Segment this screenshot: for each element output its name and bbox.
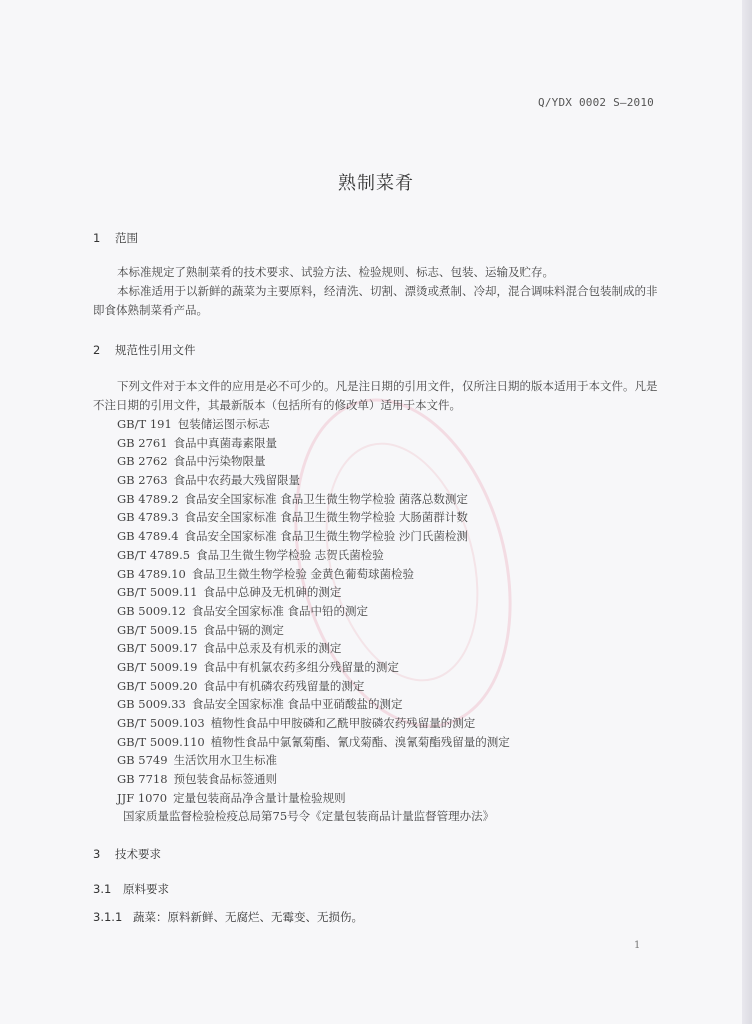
section-number: 1 <box>93 231 101 245</box>
reference-item <box>117 508 637 527</box>
reference-item <box>117 546 637 565</box>
reference-item <box>117 714 637 733</box>
clause-text: 蔬菜：原料新鲜、无腐烂、无霉变、无损伤。 <box>133 910 363 924</box>
reference-code: GB 4789.10 <box>117 566 186 581</box>
reference-title: 食品安全国家标准 食品卫生微生物学检验 沙门氏菌检测 <box>184 529 468 544</box>
reference-title: 食品中农药最大残留限量 <box>173 473 301 488</box>
reference-item <box>117 621 637 640</box>
subsection-3-1-heading <box>93 881 169 897</box>
clause-3-1-1 <box>93 909 363 925</box>
reference-code: GB 7718 <box>117 772 168 787</box>
reference-title: 植物性食品中氯氰菊酯、氰戊菊酯、溴氰菊酯残留量的测定 <box>210 734 510 749</box>
reference-code: GB/T 5009.17 <box>117 641 198 656</box>
reference-title: 食品安全国家标准 食品中铅的测定 <box>191 603 369 618</box>
reference-code: GB 4789.2 <box>117 491 179 506</box>
reference-code: GB/T 5009.110 <box>117 734 205 749</box>
clause-number: 3.1.1 <box>93 910 123 924</box>
subsection-title: 原料要求 <box>123 882 169 896</box>
reference-item <box>117 658 637 677</box>
reference-code: GB/T 4789.5 <box>117 547 191 562</box>
reference-item <box>117 434 637 453</box>
reference-code: GB/T 5009.19 <box>117 659 198 674</box>
page-edge-shadow <box>742 0 752 1024</box>
reference-item <box>117 527 637 546</box>
reference-item <box>117 415 637 434</box>
section-1-paragraph-2: 本标准适用于以新鲜的蔬菜为主要原料，经清洗、切割、漂烫或煮制、冷却，混合调味料混合包装制成的非即食体熟制菜肴产品。 <box>93 284 658 317</box>
reference-code: GB/T 191 <box>117 417 172 431</box>
reference-title: 国家质量监督检验检疫总局第75号令《定量包装商品计量监督管理办法》 <box>123 809 495 824</box>
document-title: 熟制菜肴 <box>338 173 414 194</box>
reference-item <box>117 751 637 770</box>
reference-item <box>117 770 637 789</box>
reference-code: GB 5009.33 <box>117 697 186 712</box>
section-title: 范围 <box>115 231 138 245</box>
reference-title: 生活饮用水卫生标准 <box>173 753 278 768</box>
section-1-heading <box>93 230 138 246</box>
reference-title: 定量包装商品净含量计量检验规则 <box>173 790 346 805</box>
reference-code: GB 4789.3 <box>117 510 179 525</box>
section-2-intro: 下列文件对于本文件的应用是必不可少的。凡是注日期的引用文件，仅所注日期的版本适用于本文件。凡是不注日期的引用文件，其最新版本（包括所有的修改单）适用于本文件。 <box>93 379 658 412</box>
section-2-heading <box>93 342 196 358</box>
reference-title: 食品安全国家标准 食品中亚硝酸盐的测定 <box>191 697 403 712</box>
reference-code: GB 5009.12 <box>117 603 186 618</box>
reference-title: 食品中总砷及无机砷的测定 <box>203 585 342 600</box>
reference-title: 食品中镉的测定 <box>203 622 284 637</box>
reference-code: GB 2761 <box>117 435 168 450</box>
reference-item <box>117 789 637 808</box>
section-number: 3 <box>93 847 101 861</box>
reference-item <box>117 471 637 490</box>
reference-item <box>117 733 637 752</box>
reference-code: GB 5749 <box>117 753 168 768</box>
reference-title: 包装储运图示标志 <box>177 417 270 431</box>
reference-title: 食品卫生微生物学检验 金黄色葡萄球菌检验 <box>191 566 415 581</box>
document-code: Q/YDX 0002 S—2010 <box>538 96 654 109</box>
section-number: 2 <box>93 343 101 357</box>
reference-title: 食品中真菌毒素限量 <box>173 435 278 450</box>
reference-title: 食品中有机氯农药多组分残留量的测定 <box>203 659 399 674</box>
normative-reference-list <box>117 415 637 826</box>
reference-code: GB/T 5009.103 <box>117 716 205 730</box>
page-number: 1 <box>634 940 641 951</box>
reference-item <box>117 565 637 584</box>
reference-item <box>117 490 637 509</box>
section-1-paragraph-1: 本标准规定了熟制菜肴的技术要求、试验方法、检验规则、标志、包装、运输及贮存。 <box>117 265 554 279</box>
subsection-number: 3.1 <box>93 882 112 896</box>
section-3-heading <box>93 846 161 862</box>
section-title: 技术要求 <box>115 847 161 861</box>
reference-code: GB 2762 <box>117 454 168 469</box>
section-title: 规范性引用文件 <box>115 343 196 357</box>
reference-title: 预包装食品标签通则 <box>173 772 278 787</box>
reference-item <box>117 602 637 621</box>
reference-title: 植物性食品中甲胺磷和乙酰甲胺磷农药残留量的测定 <box>210 716 476 730</box>
reference-item <box>117 807 637 826</box>
reference-title: 食品中有机磷农药残留量的测定 <box>203 678 365 693</box>
reference-code: GB 4789.4 <box>117 529 179 544</box>
reference-item <box>117 452 637 471</box>
reference-code: GB 2763 <box>117 473 168 488</box>
reference-item <box>117 639 637 658</box>
reference-title: 食品卫生微生物学检验 志贺氏菌检验 <box>196 547 384 562</box>
reference-code: GB/T 5009.20 <box>117 678 198 693</box>
reference-title: 食品中总汞及有机汞的测定 <box>203 641 342 656</box>
reference-item <box>117 583 637 602</box>
reference-code: GB/T 5009.15 <box>117 622 198 637</box>
reference-title: 食品安全国家标准 食品卫生微生物学检验 大肠菌群计数 <box>184 510 468 525</box>
reference-item <box>117 695 637 714</box>
reference-item <box>117 677 637 696</box>
reference-code: JJF 1070 <box>117 790 168 805</box>
reference-title: 食品安全国家标准 食品卫生微生物学检验 菌落总数测定 <box>184 491 468 506</box>
reference-title: 食品中污染物限量 <box>173 454 266 469</box>
reference-code: GB/T 5009.11 <box>117 585 198 600</box>
